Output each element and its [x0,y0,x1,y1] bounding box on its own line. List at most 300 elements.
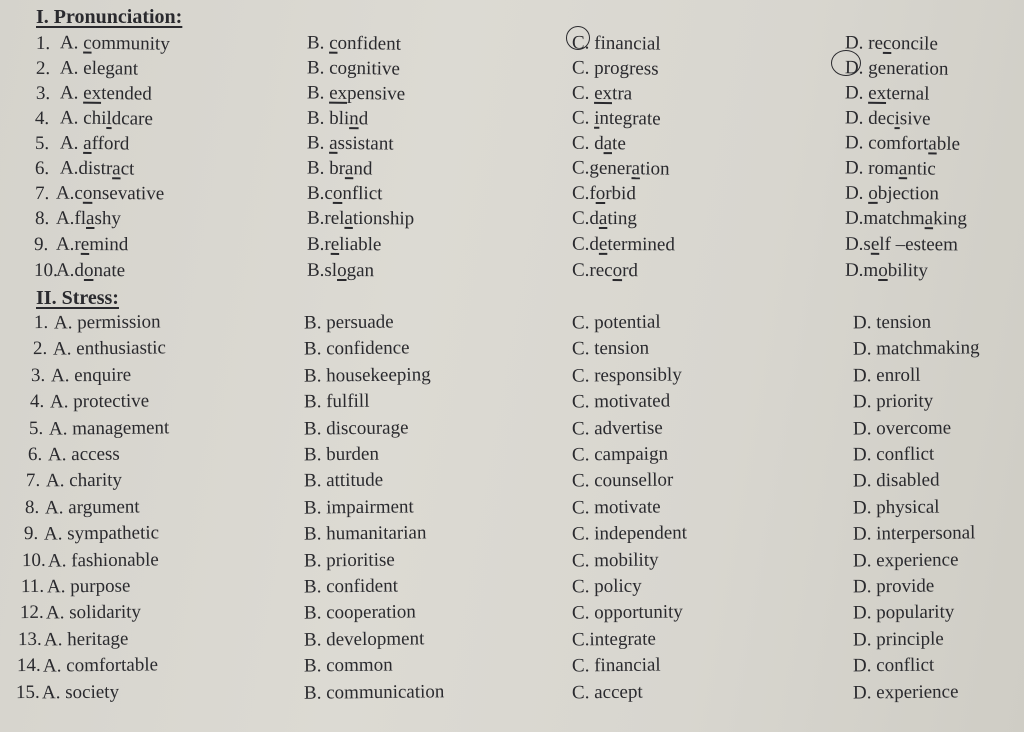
option-d-pron-9 [845,234,958,257]
option-c-pron-7 [572,183,636,205]
option-text: A.r [55,233,81,255]
option-text: dcare [111,108,154,130]
option-text: D. priority [852,390,934,413]
option-text: B. humanitarian [303,522,427,545]
option-text: financ [594,32,642,55]
option-d-pron-2 [845,57,949,80]
option-text: D. physical [852,496,940,519]
underlined-letters: o [337,259,347,282]
underlined-letters: ex [329,82,348,104]
option-text: d [358,108,369,130]
option-text: D. rom [844,157,899,180]
option-a-pron-1 [60,32,170,56]
question-number: 7. [26,469,41,492]
underlined-letters: e [598,233,608,255]
option-b-stress-10 [304,550,395,573]
option-text: C. responsibly [571,364,682,387]
option-text: C. motivate [571,496,661,519]
option-b-stress-12 [304,601,416,624]
option-text: fford [91,132,130,155]
question-number: 7. [34,182,50,205]
option-c-stress-8 [572,497,661,520]
option-text: nate [93,260,126,282]
question-number: 14. [16,654,41,677]
option-b-pron-10 [307,260,374,282]
option-text: progress [594,57,659,80]
option-c-stress-6 [572,443,668,466]
underlined-letters: a [329,132,338,154]
option-text: C.d [571,207,600,229]
option-text: C. [571,57,595,79]
option-text: sive [899,108,931,130]
option-text: tionship [352,207,415,230]
option-text: B. co [306,57,348,79]
option-text: A. protective [49,390,150,413]
underlined-letters: e [80,233,90,255]
option-text: B. prioritise [303,549,395,572]
option-d-stress-7 [853,470,940,493]
option-d-pron-4 [845,107,931,130]
question-number: 9. [23,522,38,545]
option-text: termined [607,233,675,256]
option-text: te [611,133,626,155]
option-text: nd [353,158,373,180]
option-b-stress-7 [304,470,383,493]
option-d-stress-14 [853,655,934,678]
underlined-letters: a [928,133,937,155]
option-text: rbid [605,183,636,205]
option-text: D. re [844,32,884,54]
option-d-stress-3 [853,365,921,388]
option-b-pron-4 [307,108,369,131]
option-b-pron-1 [307,32,401,55]
option-text: D. matchmaking [852,337,980,360]
underlined-letters: o [595,182,606,205]
option-d-pron-1 [845,32,938,55]
option-text: tion [639,158,670,180]
option-text: king [933,208,967,230]
option-text: onfident [337,32,402,55]
option-text: ct [120,158,135,180]
option-a-stress-11 [47,576,131,599]
option-text: D. [844,182,869,204]
question-number: 2. [35,57,51,80]
option-text: A. comfortable [42,654,159,677]
option-text: D. interpersonal [852,522,976,545]
option-text: A. charity [46,469,123,492]
option-text: B. [306,32,330,54]
underlined-letters: ex [83,82,102,104]
option-b-stress-4 [304,391,370,414]
option-a-stress-4 [50,390,149,413]
option-text: D. experience [852,681,959,704]
option-text: A. solidarity [45,601,141,624]
option-text: bjection [877,182,940,205]
option-b-pron-3 [307,82,405,105]
option-c-stress-11 [572,576,642,599]
option-a-pron-2 [60,57,138,80]
underlined-letters: l [106,108,112,130]
option-c-pron-2 [572,57,659,80]
option-text: tra [611,83,633,105]
underlined-letters: o [868,182,878,204]
option-text: A. enthusiastic [52,337,166,360]
option-text: C.integrate [571,628,656,651]
underlined-letters: i [894,108,901,130]
option-c-pron-3 [572,83,632,106]
option-c-pron-1 [572,32,661,55]
option-text: C. d [571,132,604,155]
option-text: D. conflict [852,654,935,677]
underlined-letters: o [82,182,93,204]
option-c-pron-10 [572,260,638,282]
question-number: 4. [35,107,50,130]
option-d-pron-7 [845,183,939,206]
underlined-letters: o [878,259,888,282]
option-d-stress-2 [853,337,980,360]
option-d-pron-6 [845,157,936,180]
underlined-letters: a [603,133,613,155]
option-c-stress-10 [572,550,659,573]
option-text: B. common [303,654,393,677]
question-number: 3. [35,82,50,105]
option-d-stress-5 [853,417,951,440]
option-b-pron-6 [307,158,373,181]
option-d-pron-8 [845,208,967,231]
question-number: 13. [18,628,43,651]
option-text: D. principle [852,628,944,651]
question-number: 4. [29,390,45,413]
option-text: D. enroll [852,364,921,387]
option-text: D. dec [844,107,895,130]
option-c-pron-4 [572,107,661,130]
option-text: D. provide [852,575,935,598]
underlined-letters: o [612,260,623,282]
option-text: C. motivated [571,390,671,413]
underlined-letters: ex [868,82,887,104]
underlined-letters: a [631,158,641,180]
option-text: D. conflict [852,443,935,466]
option-text: C. financial [571,654,661,677]
option-c-stress-12 [572,601,683,624]
option-text: D. experience [852,549,959,572]
option-text: nflict [342,182,383,205]
option-a-pron-3 [60,82,152,105]
option-text: C. counsellor [571,469,674,492]
option-text: gan [346,260,375,282]
question-number: 8. [24,496,40,519]
option-text: B. cooperation [303,601,416,624]
section-title-stress: II. Stress: [36,287,119,309]
question-number: 8. [34,207,49,230]
option-text: A. access [47,443,120,466]
option-text: B. br [306,157,346,180]
option-text: oncile [891,33,939,55]
option-text: A. management [48,417,170,440]
option-c-stress-4 [572,390,670,413]
option-b-pron-9 [307,234,382,257]
option-text: A. [59,32,84,54]
underlined-letters: c [83,32,92,54]
option-text: C. accept [571,681,643,704]
option-a-stress-12 [46,602,141,625]
option-c-stress-3 [572,364,682,387]
option-c-stress-1 [572,312,661,335]
option-b-stress-9 [304,522,427,545]
option-b-pron-7 [307,183,383,206]
option-text: C. [571,107,595,129]
option-a-pron-8 [56,208,121,230]
option-text: B. [306,82,330,104]
option-text: bility [887,260,928,282]
option-text: B. discourage [303,417,409,440]
option-text: C. advertise [571,417,663,440]
option-text: liable [339,233,382,256]
option-text: B. housekeeping [303,364,431,387]
option-b-stress-2 [304,337,410,360]
option-text: B. attitude [303,469,384,492]
option-text: generation [868,57,949,80]
underlined-letters: e [330,233,340,255]
underlined-letters: o [83,259,94,282]
option-c-pron-5 [572,133,626,156]
option-text: B. communication [303,681,445,704]
option-d-stress-1 [853,312,931,335]
option-d-stress-15 [853,681,959,704]
option-c-stress-9 [572,522,687,545]
option-a-pron-5 [60,133,130,156]
underlined-letters: a [898,158,908,180]
option-text: B.r [306,233,331,255]
option-text: B. bli [306,107,350,130]
option-text: tended [101,82,152,105]
option-d-stress-11 [853,576,934,599]
option-text: D.m [844,259,879,281]
option-text: mind [89,233,129,256]
underlined-letters: o [332,182,343,204]
option-b-stress-13 [304,628,425,651]
option-text: D.matchm [844,207,925,230]
option-text: B.sl [306,259,338,281]
option-b-pron-8 [307,208,414,231]
option-text: ntic [907,158,936,180]
option-b-pron-2 [307,57,400,80]
option-text: D. disabled [852,469,940,492]
option-b-stress-11 [304,576,398,599]
question-number: 1. [33,311,49,334]
option-text: A.distr [59,157,113,180]
option-d-pron-3 [845,82,930,105]
question-number: 5. [28,417,44,440]
option-a-stress-14 [43,654,158,677]
option-b-pron-5 [307,132,394,155]
question-number: 1. [35,32,51,55]
option-d-pron-5 [845,132,960,156]
option-text: ommunity [91,32,170,55]
option-text: B. fulfill [303,390,370,413]
option-text: D. [844,57,869,79]
option-text: pensive [346,82,406,105]
option-c-stress-5 [572,418,663,441]
question-number: 3. [31,364,46,387]
question-number: 10. [34,259,59,282]
question-number: 9. [34,233,49,256]
question-number: 6. [27,443,42,466]
option-b-stress-6 [304,444,379,467]
option-text: A. heritage [44,628,129,651]
option-text: A.fl [55,207,87,229]
option-a-stress-15 [42,682,119,705]
section-title-pronunciation: I. Pronunciation: [36,6,183,28]
option-text: A. [59,57,84,79]
underlined-letters: e [870,233,880,255]
underlined-letters: c [329,32,338,54]
underlined-letters: ex [594,82,613,105]
option-text: A. sympathetic [43,522,159,545]
option-a-stress-7 [46,470,122,493]
option-text: C. [571,82,595,104]
option-a-pron-4 [60,107,153,130]
option-a-stress-2 [53,337,166,360]
option-text: B. persuade [303,311,394,334]
question-number: 15. [15,681,40,704]
option-text: C. campaign [571,443,669,466]
option-text: ternal [886,82,930,105]
option-text: ble [936,133,961,155]
option-c-stress-2 [572,338,649,361]
option-text: C.gener [571,157,632,180]
question-number: 12. [19,601,44,624]
underlined-letters: a [924,208,934,230]
option-b-stress-1 [304,312,394,335]
option-text: B. confident [303,575,399,598]
option-b-stress-3 [304,364,431,387]
option-text: A. society [41,681,119,704]
option-text: C.d [571,233,600,255]
option-a-pron-9 [56,234,128,257]
option-text: C.rec [571,259,613,282]
underlined-letters: c [882,32,892,54]
option-a-stress-8 [45,497,140,520]
option-text: shy [94,208,121,230]
underlined-letters: a [83,132,92,154]
option-text: C. opportunity [571,601,683,624]
option-text: A. [59,82,84,104]
option-d-stress-9 [853,522,976,545]
option-text: ssistant [337,132,394,155]
option-text: B. burden [303,443,380,466]
option-text: C. mobility [571,549,659,572]
option-text: gnitive [346,57,401,80]
option-b-stress-5 [304,417,409,440]
option-c-stress-15 [572,682,643,705]
option-text: A.d [55,259,85,281]
option-a-stress-10 [48,549,159,572]
option-a-pron-6 [60,157,135,180]
option-text: A. argument [44,496,140,519]
option-text: ial [641,33,661,55]
option-a-stress-6 [47,444,119,467]
option-text: A. chi [59,107,107,129]
option-text: D. comfort [844,132,929,155]
option-b-stress-14 [304,655,393,678]
underlined-letters: a [598,207,608,230]
underlined-letters: n [349,108,359,130]
option-c-pron-6 [572,157,670,180]
option-text: A. enquire [51,364,132,387]
option-a-stress-3 [51,365,131,388]
option-text: B.c [306,182,333,204]
option-a-pron-10 [56,260,125,282]
underlined-letters: i [594,107,600,129]
option-a-stress-1 [54,311,161,334]
option-text: lf –esteem [879,233,958,256]
option-text: D. overcome [852,417,952,440]
question-number: 10. [22,549,47,572]
option-d-stress-6 [853,444,934,467]
option-d-stress-13 [853,629,944,652]
underlined-letters: a [344,207,353,229]
option-text: C. policy [571,575,642,598]
option-a-stress-9 [43,522,158,545]
option-text: C. potential [571,311,661,334]
option-text: rd [622,260,639,282]
option-a-stress-13 [44,629,129,652]
option-text: B. development [303,628,425,651]
option-c-pron-9 [572,234,675,257]
option-text: D. popularity [852,601,955,624]
option-text: C. tension [571,337,650,360]
option-text: elegant [83,57,139,80]
option-a-stress-5 [49,417,170,440]
option-text: A.c [55,182,83,204]
option-text: C. independent [571,522,688,545]
option-text: A. purpose [46,575,131,598]
option-text: A. fashionable [48,549,160,572]
underlined-letters: a [344,158,354,180]
option-c-pron-8 [572,208,637,230]
option-b-stress-15 [304,681,445,704]
option-text: D. tension [852,311,932,334]
option-text: B. impairment [303,496,414,519]
option-text: C.f [571,182,596,204]
option-d-stress-10 [853,549,959,572]
option-d-pron-10 [845,260,928,283]
question-number: 6. [34,157,50,180]
option-a-pron-7 [56,183,164,206]
option-c-stress-13 [572,629,656,652]
option-d-stress-8 [853,497,940,520]
option-c-stress-14 [572,655,661,678]
option-text: A. permission [53,311,161,334]
option-d-stress-12 [853,601,955,624]
question-number: 11. [20,575,45,598]
option-text: C. [571,32,595,54]
option-text: B.rel [306,207,345,229]
option-b-stress-8 [304,496,414,519]
option-text: B. [306,132,330,154]
underlined-letters: a [112,158,121,180]
option-text: B. confidence [303,337,410,360]
option-text: nsevative [92,182,165,205]
underlined-letters: a [86,207,95,230]
question-number: 2. [32,337,48,360]
option-c-stress-7 [572,469,674,492]
option-text: D.s [844,233,871,255]
option-text: D. [844,82,869,104]
option-text: A. [59,132,84,154]
option-text: ntegrate [599,107,661,130]
